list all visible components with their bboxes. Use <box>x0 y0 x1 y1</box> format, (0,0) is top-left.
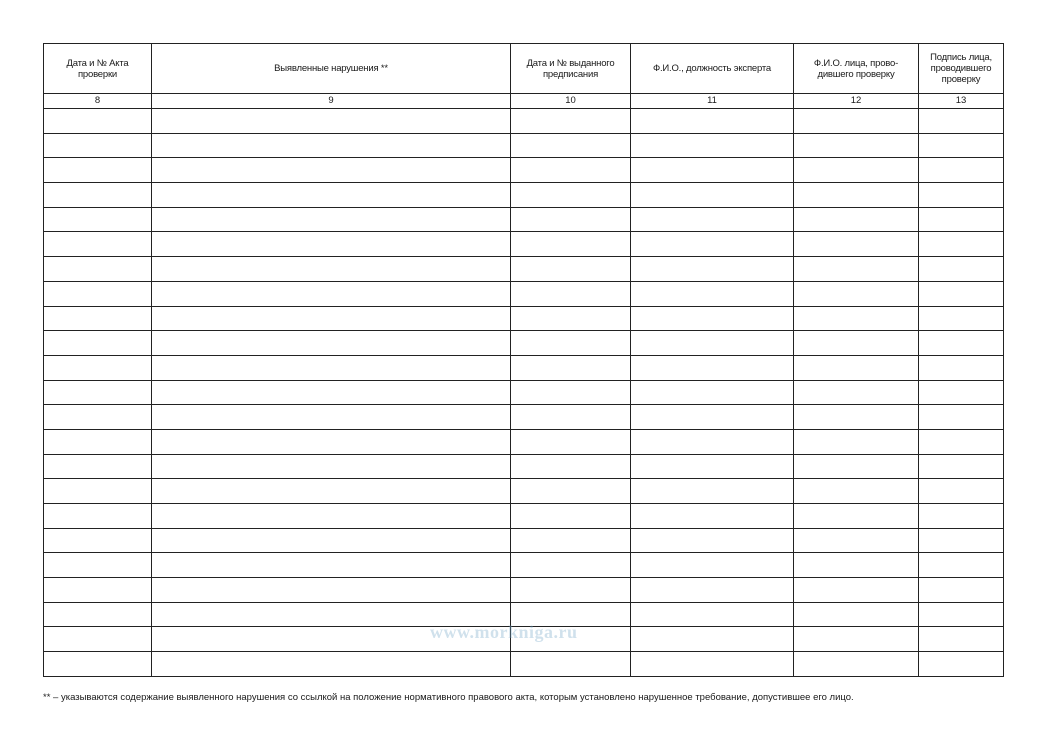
table-cell[interactable] <box>919 355 1004 380</box>
table-cell[interactable] <box>794 380 919 405</box>
table-row <box>44 578 1004 603</box>
table-row <box>44 602 1004 627</box>
table-cell[interactable] <box>631 109 794 134</box>
table-cell[interactable] <box>152 479 511 504</box>
table-row <box>44 528 1004 553</box>
table-cell[interactable] <box>44 380 152 405</box>
table-cell[interactable] <box>794 257 919 282</box>
table-cell[interactable] <box>44 257 152 282</box>
table-cell[interactable] <box>511 405 631 430</box>
table-cell[interactable] <box>794 429 919 454</box>
table-cell[interactable] <box>631 207 794 232</box>
table-cell[interactable] <box>631 504 794 529</box>
table-row <box>44 479 1004 504</box>
table-cell[interactable] <box>631 528 794 553</box>
table-cell[interactable] <box>511 207 631 232</box>
table-cell[interactable] <box>44 306 152 331</box>
table-row <box>44 652 1004 677</box>
table-cell[interactable] <box>152 207 511 232</box>
table-row <box>44 380 1004 405</box>
table-cell[interactable] <box>511 183 631 208</box>
table-cell[interactable] <box>631 578 794 603</box>
table-cell[interactable] <box>152 578 511 603</box>
table-cell[interactable] <box>44 504 152 529</box>
table-cell[interactable] <box>919 429 1004 454</box>
table-cell[interactable] <box>631 627 794 652</box>
table-cell[interactable] <box>631 429 794 454</box>
table-cell[interactable] <box>511 133 631 158</box>
table-cell[interactable] <box>919 183 1004 208</box>
table-cell[interactable] <box>794 627 919 652</box>
table-cell[interactable] <box>794 207 919 232</box>
table-row <box>44 355 1004 380</box>
footnote: ** – указываются содержание выявленного нарушения со ссылкой на положение нормативного правового акта, которым установлено нарушенное требование, допустившее его лицо. <box>43 692 854 703</box>
table-row <box>44 133 1004 158</box>
column-number: 13 <box>919 94 1004 109</box>
table-cell[interactable] <box>152 553 511 578</box>
table-cell[interactable] <box>919 652 1004 677</box>
table-row <box>44 257 1004 282</box>
table-cell[interactable] <box>152 380 511 405</box>
table-cell[interactable] <box>44 207 152 232</box>
table-row <box>44 306 1004 331</box>
header-expert-name: Ф.И.О., должность эксперта <box>631 44 794 94</box>
table-cell[interactable] <box>794 528 919 553</box>
header-inspector-signature: Подпись лица, проводившего проверку <box>919 44 1004 94</box>
table-row <box>44 504 1004 529</box>
table-cell[interactable] <box>919 528 1004 553</box>
table-cell[interactable] <box>631 133 794 158</box>
table-row <box>44 158 1004 183</box>
table-cell[interactable] <box>631 257 794 282</box>
table-cell[interactable] <box>794 109 919 134</box>
table-cell[interactable] <box>794 553 919 578</box>
column-number-row <box>44 94 1004 109</box>
table-cell[interactable] <box>794 183 919 208</box>
table-cell[interactable] <box>44 183 152 208</box>
table-cell[interactable] <box>44 405 152 430</box>
table-cell[interactable] <box>44 429 152 454</box>
watermark: www.morkniga.ru <box>430 622 578 642</box>
table-cell[interactable] <box>794 578 919 603</box>
table-row <box>44 627 1004 652</box>
table-row <box>44 553 1004 578</box>
table-cell[interactable] <box>511 232 631 257</box>
table-cell[interactable] <box>794 504 919 529</box>
table-cell[interactable] <box>631 479 794 504</box>
table-cell[interactable] <box>919 504 1004 529</box>
table-cell[interactable] <box>152 232 511 257</box>
table-cell[interactable] <box>44 355 152 380</box>
table-cell[interactable] <box>152 133 511 158</box>
table-row <box>44 281 1004 306</box>
table-cell[interactable] <box>152 281 511 306</box>
table-cell[interactable] <box>919 306 1004 331</box>
table-cell[interactable] <box>794 454 919 479</box>
table-cell[interactable] <box>794 306 919 331</box>
table-cell[interactable] <box>919 578 1004 603</box>
table-cell[interactable] <box>152 306 511 331</box>
table-body <box>44 109 1004 677</box>
table-cell[interactable] <box>794 602 919 627</box>
table-cell[interactable] <box>794 652 919 677</box>
table-cell[interactable] <box>511 257 631 282</box>
column-number: 12 <box>794 94 919 109</box>
table-cell[interactable] <box>152 627 511 652</box>
table-cell[interactable] <box>919 479 1004 504</box>
table-cell[interactable] <box>511 602 631 627</box>
table-cell[interactable] <box>152 158 511 183</box>
table-cell[interactable] <box>152 429 511 454</box>
table-cell[interactable] <box>919 627 1004 652</box>
table-cell[interactable] <box>511 454 631 479</box>
header-order-date: Дата и № выданного предписания <box>511 44 631 94</box>
table-cell[interactable] <box>44 331 152 356</box>
table-cell[interactable] <box>511 158 631 183</box>
table-cell[interactable] <box>631 232 794 257</box>
table-row <box>44 232 1004 257</box>
table-cell[interactable] <box>152 454 511 479</box>
table-cell[interactable] <box>631 652 794 677</box>
table-cell[interactable] <box>152 652 511 677</box>
table-cell[interactable] <box>511 355 631 380</box>
table-row <box>44 405 1004 430</box>
table-cell[interactable] <box>511 578 631 603</box>
table-cell[interactable] <box>152 504 511 529</box>
table-cell[interactable] <box>794 331 919 356</box>
table-cell[interactable] <box>152 528 511 553</box>
table-cell[interactable] <box>631 306 794 331</box>
table-cell[interactable] <box>631 405 794 430</box>
table-cell[interactable] <box>919 158 1004 183</box>
table-cell[interactable] <box>511 504 631 529</box>
table-cell[interactable] <box>919 207 1004 232</box>
table-row <box>44 429 1004 454</box>
table-cell[interactable] <box>152 257 511 282</box>
table-cell[interactable] <box>794 405 919 430</box>
column-number: 8 <box>44 94 152 109</box>
table-cell[interactable] <box>631 355 794 380</box>
table-cell[interactable] <box>152 405 511 430</box>
table-cell[interactable] <box>511 479 631 504</box>
table-cell[interactable] <box>631 553 794 578</box>
table-cell[interactable] <box>44 602 152 627</box>
table-cell[interactable] <box>919 281 1004 306</box>
header-row <box>44 44 1004 94</box>
header-inspector-name: Ф.И.О. лица, прово- дившего проверку <box>794 44 919 94</box>
table-row <box>44 109 1004 134</box>
column-number: 11 <box>631 94 794 109</box>
table-cell[interactable] <box>919 405 1004 430</box>
table-cell[interactable] <box>794 355 919 380</box>
table-cell[interactable] <box>152 355 511 380</box>
table-cell[interactable] <box>794 158 919 183</box>
table-cell[interactable] <box>44 528 152 553</box>
column-number: 10 <box>511 94 631 109</box>
table-cell[interactable] <box>44 627 152 652</box>
table-cell[interactable] <box>44 158 152 183</box>
table-cell[interactable] <box>631 281 794 306</box>
table-cell[interactable] <box>44 652 152 677</box>
column-number: 9 <box>152 94 511 109</box>
header-act-date: Дата и № Акта проверки <box>44 44 152 94</box>
table-cell[interactable] <box>631 602 794 627</box>
table-cell[interactable] <box>794 232 919 257</box>
table-cell[interactable] <box>631 158 794 183</box>
table-cell[interactable] <box>511 627 631 652</box>
table-cell[interactable] <box>919 454 1004 479</box>
table-cell[interactable] <box>44 133 152 158</box>
table-cell[interactable] <box>44 553 152 578</box>
table-cell[interactable] <box>511 553 631 578</box>
header-violations: Выявленные нарушения ** <box>152 44 511 94</box>
table-row <box>44 207 1004 232</box>
table-cell[interactable] <box>919 232 1004 257</box>
table-cell[interactable] <box>919 380 1004 405</box>
table-cell[interactable] <box>794 133 919 158</box>
table-cell[interactable] <box>919 257 1004 282</box>
table-cell[interactable] <box>631 454 794 479</box>
table-cell[interactable] <box>919 133 1004 158</box>
table-cell[interactable] <box>511 281 631 306</box>
table-cell[interactable] <box>511 429 631 454</box>
table-row <box>44 183 1004 208</box>
table-cell[interactable] <box>919 109 1004 134</box>
table-row <box>44 331 1004 356</box>
table-row <box>44 454 1004 479</box>
table-cell[interactable] <box>44 281 152 306</box>
table-cell[interactable] <box>152 331 511 356</box>
table-cell[interactable] <box>152 602 511 627</box>
table-cell[interactable] <box>631 331 794 356</box>
table-cell[interactable] <box>919 553 1004 578</box>
table-cell[interactable] <box>631 183 794 208</box>
table-cell[interactable] <box>794 479 919 504</box>
table-cell[interactable] <box>44 479 152 504</box>
inspection-journal-table <box>43 43 1004 677</box>
table-cell[interactable] <box>919 331 1004 356</box>
table-cell[interactable] <box>511 109 631 134</box>
table-cell[interactable] <box>631 380 794 405</box>
table-cell[interactable] <box>152 109 511 134</box>
table-cell[interactable] <box>44 109 152 134</box>
table-cell[interactable] <box>511 380 631 405</box>
table-cell[interactable] <box>44 454 152 479</box>
table-cell[interactable] <box>511 528 631 553</box>
table-cell[interactable] <box>44 578 152 603</box>
table-cell[interactable] <box>152 183 511 208</box>
table-cell[interactable] <box>511 331 631 356</box>
table-cell[interactable] <box>919 602 1004 627</box>
table-cell[interactable] <box>511 652 631 677</box>
table-cell[interactable] <box>794 281 919 306</box>
table-cell[interactable] <box>511 306 631 331</box>
table-cell[interactable] <box>44 232 152 257</box>
